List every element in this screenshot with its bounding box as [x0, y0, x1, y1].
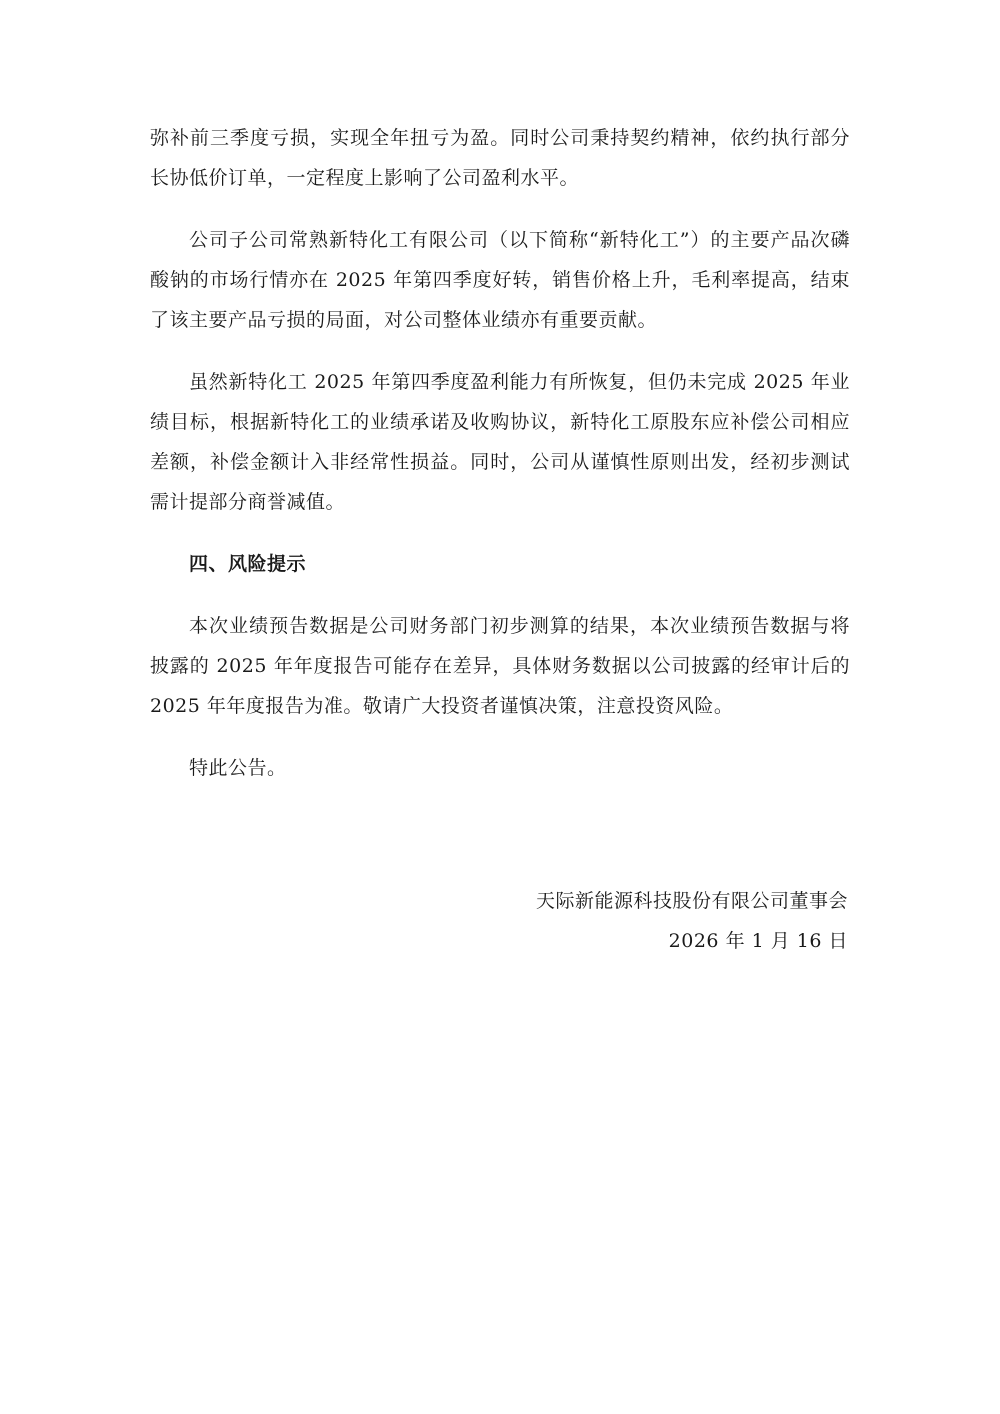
- document-body: [150, 118, 850, 788]
- section-heading-risk: 四、风险提示: [189, 553, 307, 575]
- closing-statement: 特此公告。: [189, 757, 287, 779]
- paragraph-risk-notice: 本次业绩预告数据是公司财务部门初步测算的结果，本次业绩预告数据与将披露的 2025 年年度报告可能存在差异，具体财务数据以公司披露的经审计后的 2025 年年度报告为准。敬请广大投资者谨慎决策，注意投资风险。: [150, 615, 850, 717]
- paragraph-subsidiary: 公司子公司常熟新特化工有限公司（以下简称“新特化工”）的主要产品次磷酸钠的市场行情亦在 2025 年第四季度好转，销售价格上升，毛利率提高，结束了该主要产品亏损的局面，对公司整体业绩亦有重要贡献。: [150, 229, 850, 331]
- signature-block: [536, 881, 848, 961]
- paragraph-performance-commitment: 虽然新特化工 2025 年第四季度盈利能力有所恢复，但仍未完成 2025 年业绩目标，根据新特化工的业绩承诺及收购协议，新特化工原股东应补偿公司相应差额，补偿金额计入非经常性损益。同时，公司从谨慎性原则出发，经初步测试需计提部分商誉减值。: [150, 371, 850, 513]
- signature-date: 2026 年 1 月 16 日: [668, 930, 848, 952]
- signature-company: 天际新能源科技股份有限公司董事会: [535, 890, 848, 912]
- paragraph-continuation: 弥补前三季度亏损，实现全年扭亏为盈。同时公司秉持契约精神，依约执行部分长协低价订单，一定程度上影响了公司盈利水平。: [150, 127, 850, 189]
